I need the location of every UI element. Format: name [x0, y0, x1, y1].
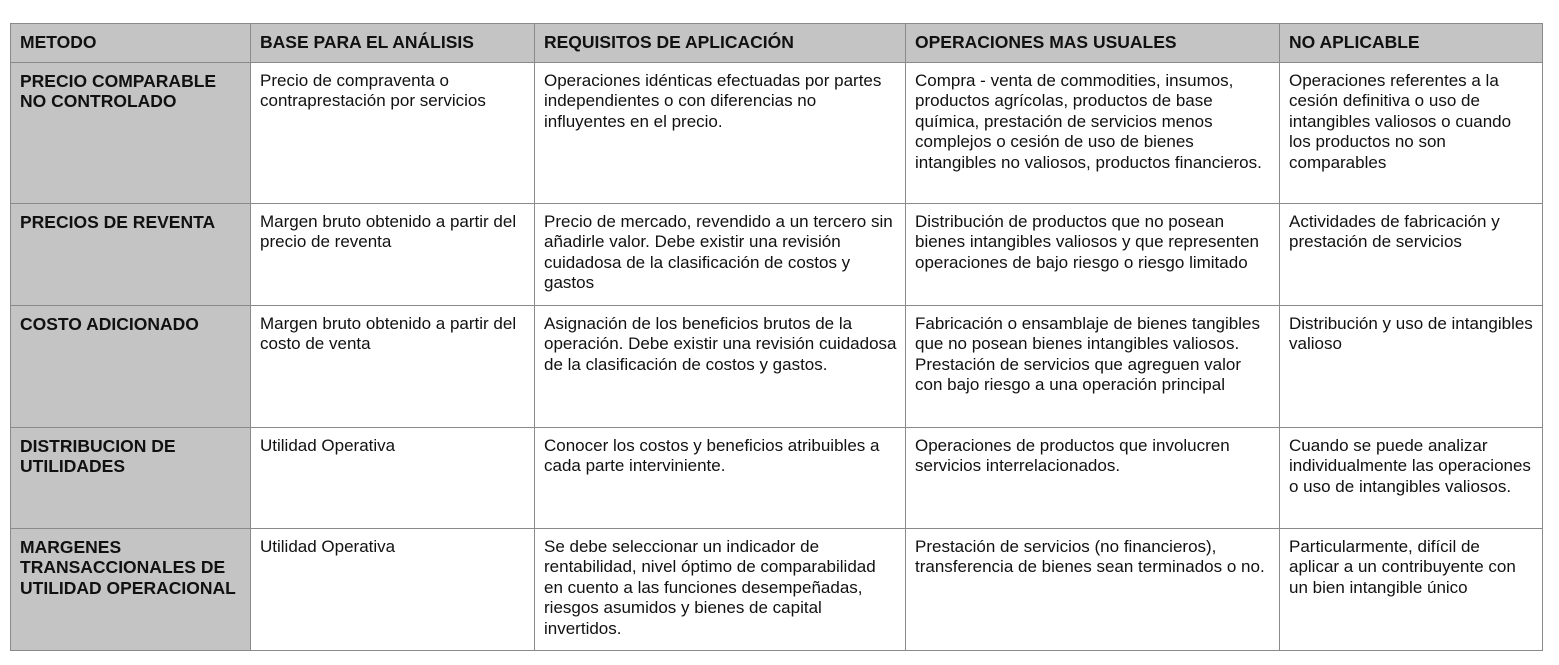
no-aplicable-cell: Actividades de fabricación y prestación de servicios [1280, 203, 1543, 305]
header-no-aplicable: NO APLICABLE [1280, 24, 1543, 63]
base-cell: Margen bruto obtenido a partir del costo de venta [251, 305, 535, 427]
table-row [11, 203, 1543, 305]
table-row [11, 528, 1543, 650]
header-row [11, 24, 1543, 63]
requisitos-cell: Asignación de los beneficios brutos de la operación. Debe existir una revisión cuidadosa de la clasificación de costos y gastos. [535, 305, 906, 427]
requisitos-cell: Precio de mercado, revendido a un tercero sin añadirle valor. Debe existir una revisión cuidadosa de la clasificación de costos y gastos [535, 203, 906, 305]
header-base: BASE PARA EL ANÁLISIS [251, 24, 535, 63]
table-row [11, 305, 1543, 427]
base-cell: Precio de compraventa o contraprestación por servicios [251, 62, 535, 203]
operaciones-cell: Prestación de servicios (no financieros), transferencia de bienes sean terminados o no. [906, 528, 1280, 650]
method-cell: MARGENES TRANSACCIONALES DE UTILIDAD OPERACIONAL [11, 528, 251, 650]
transfer-pricing-methods-table [10, 23, 1543, 651]
method-cell: COSTO ADICIONADO [11, 305, 251, 427]
method-cell: PRECIOS DE REVENTA [11, 203, 251, 305]
header-requisitos: REQUISITOS DE APLICACIÓN [535, 24, 906, 63]
no-aplicable-cell: Particularmente, difícil de aplicar a un contribuyente con un bien intangible único [1280, 528, 1543, 650]
table-row [11, 62, 1543, 203]
no-aplicable-cell: Operaciones referentes a la cesión definitiva o uso de intangibles valiosos o cuando los productos no son comparables [1280, 62, 1543, 203]
no-aplicable-cell: Distribución y uso de intangibles valioso [1280, 305, 1543, 427]
requisitos-cell: Se debe seleccionar un indicador de rentabilidad, nivel óptimo de comparabilidad en cuento a las funciones desempeñadas, riesgos asumidos y bienes de capital invertidos. [535, 528, 906, 650]
table-row [11, 427, 1543, 528]
operaciones-cell: Fabricación o ensamblaje de bienes tangibles que no posean bienes intangibles valiosos. Prestación de servicios que agreguen valor con bajo riesgo a una operación principal [906, 305, 1280, 427]
requisitos-cell: Operaciones idénticas efectuadas por partes independientes o con diferencias no influyentes en el precio. [535, 62, 906, 203]
base-cell: Margen bruto obtenido a partir del precio de reventa [251, 203, 535, 305]
operaciones-cell: Distribución de productos que no posean bienes intangibles valiosos y que representen operaciones de bajo riesgo o riesgo limitado [906, 203, 1280, 305]
no-aplicable-cell: Cuando se puede analizar individualmente las operaciones o uso de intangibles valiosos. [1280, 427, 1543, 528]
operaciones-cell: Operaciones de productos que involucren servicios interrelacionados. [906, 427, 1280, 528]
method-cell: PRECIO COMPARABLE NO CONTROLADO [11, 62, 251, 203]
method-cell: DISTRIBUCION DE UTILIDADES [11, 427, 251, 528]
requisitos-cell: Conocer los costos y beneficios atribuibles a cada parte interviniente. [535, 427, 906, 528]
base-cell: Utilidad Operativa [251, 427, 535, 528]
header-metodo: METODO [11, 24, 251, 63]
transfer-pricing-methods-table-container [10, 23, 1542, 651]
header-operaciones: OPERACIONES MAS USUALES [906, 24, 1280, 63]
table-body [11, 62, 1543, 650]
base-cell: Utilidad Operativa [251, 528, 535, 650]
table-header [11, 24, 1543, 63]
operaciones-cell: Compra - venta de commodities, insumos, productos agrícolas, productos de base química, prestación de servicios menos complejos o cesión de uso de bienes intangibles no valiosos, productos financieros. [906, 62, 1280, 203]
